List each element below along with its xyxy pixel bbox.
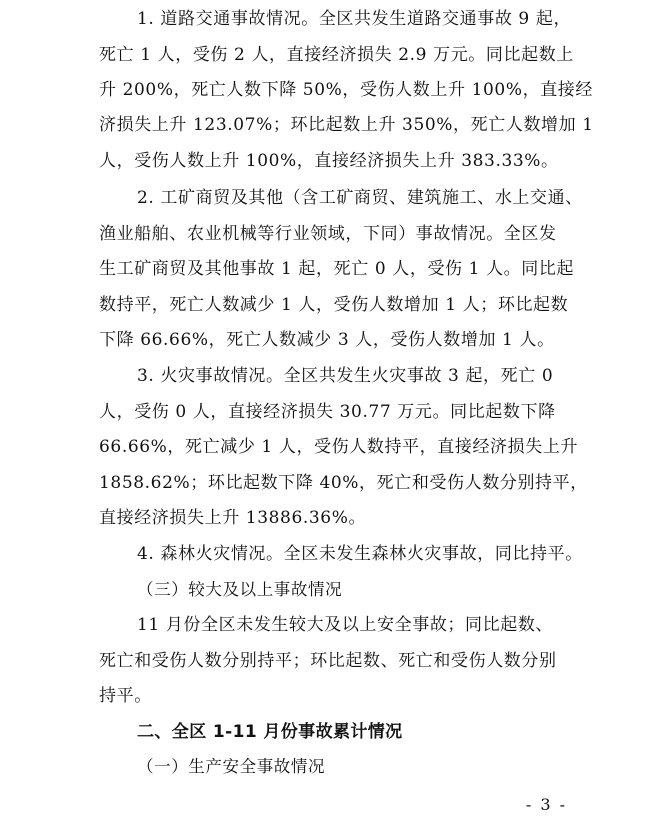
para3-line1: 3. 火灾事故情况。全区共发生火灾事故 3 起，死亡 0 [137,366,554,386]
para5-line2: 死亡和受伤人数分别持平；环比起数、死亡和受伤人数分别 [99,651,557,671]
section-heading-cumulative: 二、全区 1-11 月份事故累计情况 [137,722,403,742]
para1-line1: 1. 道路交通事故情况。全区共发生道路交通事故 9 起， [137,9,572,29]
para3-line4: 1858.62%；环比起数下降 40%，死亡和受伤人数分别持平， [99,473,588,493]
para5-line1: 11 月份全区未发生较大及以上安全事故；同比起数、 [137,615,554,635]
para3-line3: 66.66%，死亡减少 1 人，受伤人数持平，直接经济损失上升 [99,437,579,457]
para4-line1: 4. 森林火灾情况。全区未发生森林火灾事故，同比持平。 [137,544,583,564]
para2-line1: 2. 工矿商贸及其他（含工矿商贸、建筑施工、水上交通、 [137,188,583,208]
para2-line5: 下降 66.66%，死亡人数减少 3 人，受伤人数增加 1 人。 [99,330,555,350]
page-number: - 3 - [525,795,567,814]
para5-line3: 持平。 [99,686,152,706]
para1-line5: 人，受伤人数上升 100%，直接经济损失上升 383.33%。 [99,151,559,171]
section-heading-production-safety: （一）生产安全事故情况 [137,757,326,776]
para2-line4: 数持平，死亡人数减少 1 人，受伤人数增加 1 人；环比起数 [99,295,569,315]
para3-line2: 人，受伤 0 人，直接经济损失 30.77 万元。同比起数下降 [99,402,556,422]
para3-line5: 直接经济损失上升 13886.36%。 [99,508,367,528]
section-heading-major-accidents: （三）较大及以上事故情况 [137,580,343,599]
para2-line2: 渔业船舶、农业机械等行业领域，下同）事故情况。全区发 [99,224,557,244]
para1-line4: 济损失上升 123.07%；环比起数上升 350%，死亡人数增加 1 [99,115,594,135]
para1-line3: 升 200%，死亡人数下降 50%，受伤人数上升 100%，直接经 [99,80,593,100]
para1-line2: 死亡 1 人，受伤 2 人，直接经济损失 2.9 万元。同比起数上 [99,45,574,65]
para2-line3: 生工矿商贸及其他事故 1 起，死亡 0 人，受伤 1 人。同比起 [99,259,575,279]
